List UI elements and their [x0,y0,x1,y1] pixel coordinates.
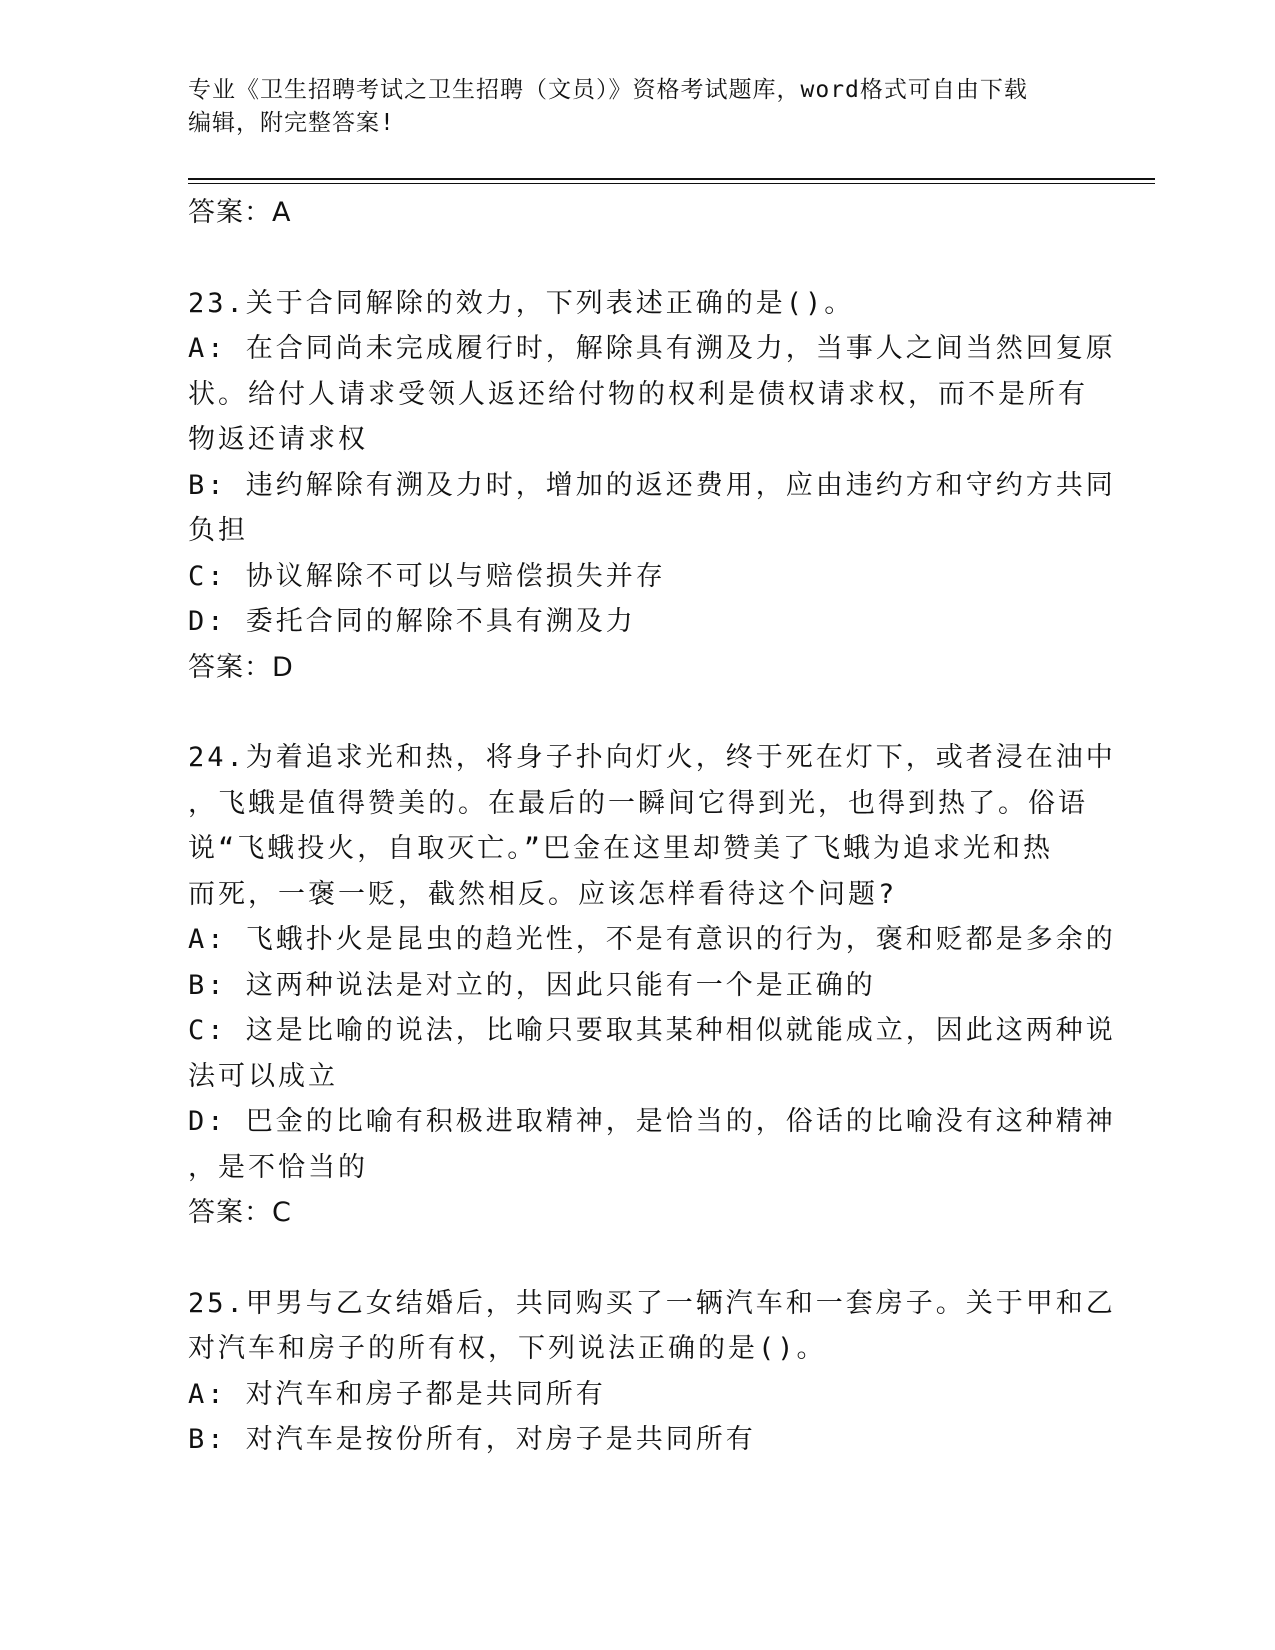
header-line-2: 编辑，附完整答案! [188,110,395,136]
option-c-cont: 法可以成立 [188,1060,338,1092]
option-a: A: 对汽车和房子都是共同所有 [188,1378,606,1410]
option-a-cont: 状。给付人请求受领人返还给付物的权利是债权请求权，而不是所有 [188,378,1088,410]
spacer [188,690,1068,735]
question-stem-cont: 说“飞蛾投火，自取灭亡。”巴金在这里却赞美了飞蛾为追求光和热 [188,833,1054,864]
option-c: C: 协议解除不可以与赔偿损失并存 [188,560,666,592]
question-stem: 24.为着追求光和热，将身子扑向灯火，终于死在灯下，或者浸在油中 [188,742,1116,773]
option-d: D: 委托合同的解除不具有溯及力 [188,606,636,637]
option-a: A: 在合同尚未完成履行时，解除具有溯及力，当事人之间当然回复原 [188,333,1116,364]
question-block-25 [188,1281,1116,1463]
question-stem-cont: 对汽车和房子的所有权，下列说法正确的是()。 [188,1333,827,1364]
option-b: B: 对汽车是按份所有，对房子是共同所有 [188,1424,756,1455]
question-stem: 23.关于合同解除的效力，下列表述正确的是()。 [188,287,855,319]
option-d: D: 巴金的比喻有积极进取精神，是恰当的，俗话的比喻没有这种精神 [188,1106,1116,1137]
header-rule-thin [188,183,1155,184]
previous-answer: 答案：A [188,197,292,228]
option-b: B: 违约解除有溯及力时，增加的返还费用，应由违约方和守约方共同 [188,469,1116,501]
header-rule-thick [188,178,1155,180]
spacer [188,236,1068,281]
question-stem: 25.甲男与乙女结婚后，共同购买了一辆汽车和一套房子。关于甲和乙 [188,1287,1116,1319]
question-content [188,190,1116,1463]
question-stem-cont: 而死，一褒一贬，截然相反。应该怎样看待这个问题? [188,878,898,910]
question-stem-cont: ，飞蛾是值得赞美的。在最后的一瞬间它得到光，也得到热了。俗语 [188,787,1088,819]
answer: 答案：D [188,651,294,683]
question-block-23 [188,281,1116,691]
option-c: C: 这是比喻的说法，比喻只要取其某种相似就能成立，因此这两种说 [188,1015,1116,1046]
spacer [188,1236,1068,1281]
header-line-1: 专业《卫生招聘考试之卫生招聘（文员）》资格考试题库，word格式可自由下载 [188,77,1028,103]
option-b-cont: 负担 [188,515,248,546]
option-b: B: 这两种说法是对立的，因此只能有一个是正确的 [188,969,876,1001]
option-a-cont: 物返还请求权 [188,424,368,455]
document-header [188,74,1068,140]
option-d-cont: ，是不恰当的 [188,1151,368,1183]
option-a: A: 飞蛾扑火是昆虫的趋光性，不是有意识的行为，褒和贬都是多余的 [188,924,1116,955]
question-block-24 [188,735,1116,1236]
answer: 答案：C [188,1197,292,1228]
